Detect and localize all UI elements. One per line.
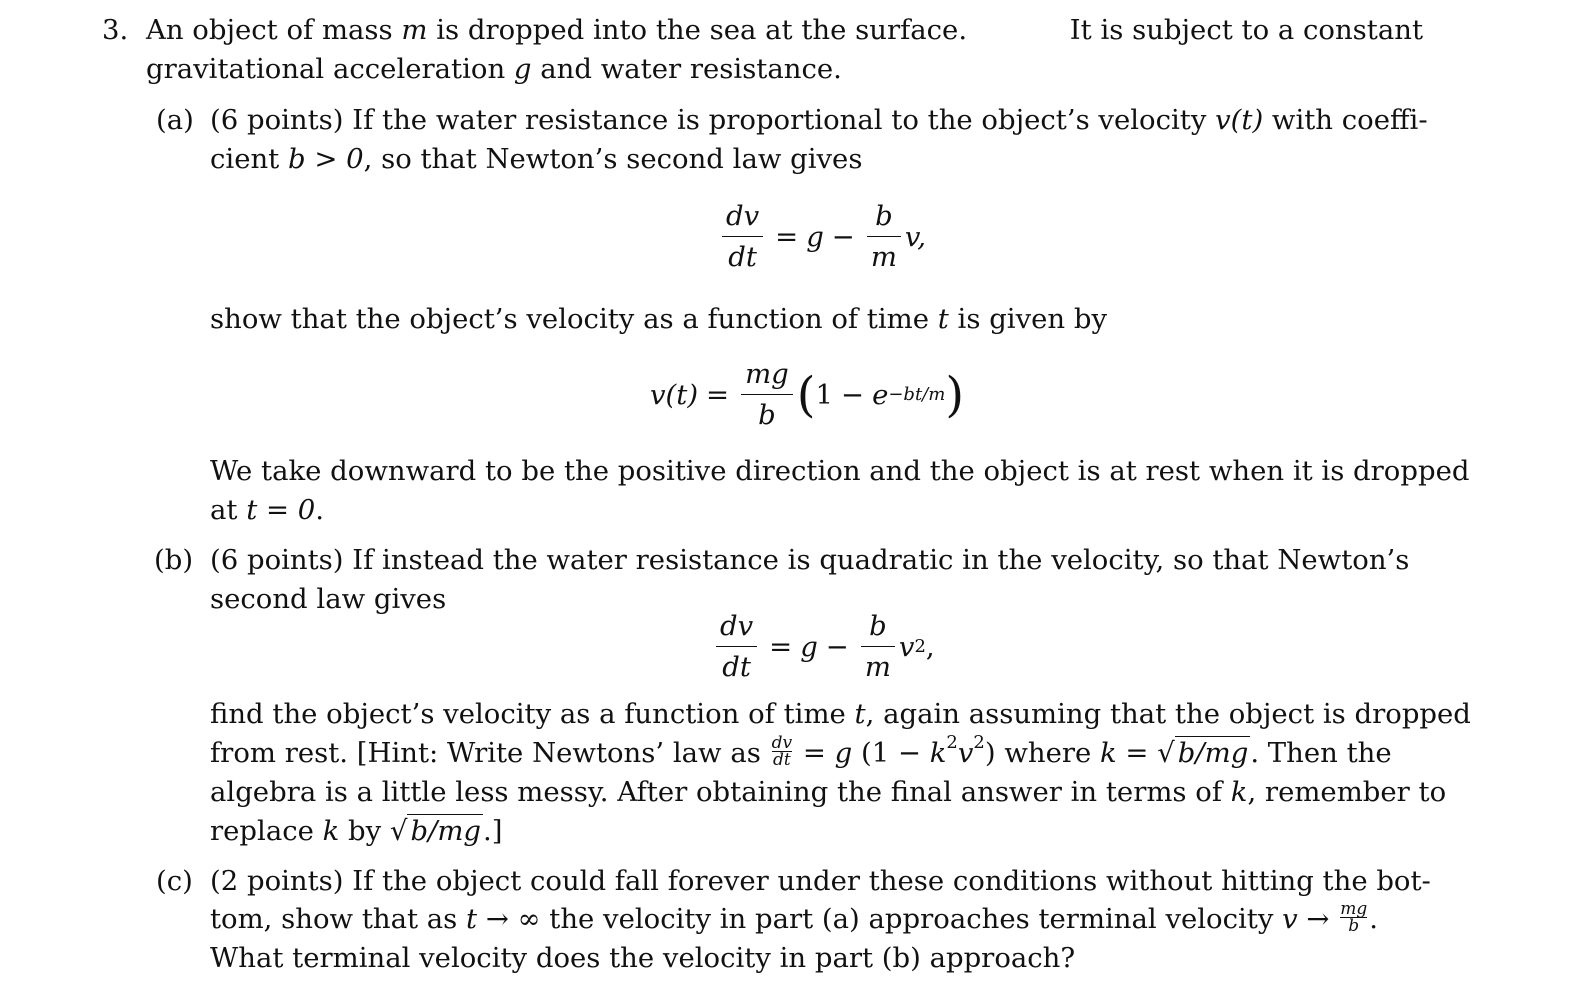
equation-velocity-solution: v(t) = $\frac{mg}{b}$ ( 1 − e −bt/m ) — [650, 358, 965, 431]
problem-intro-line-2: gravitational acceleration g and water resistance. — [146, 53, 842, 85]
equation-linear-drag: $\frac{dv}{dt}$ = g − $\frac{b}{m}$ v, — [718, 200, 926, 273]
part-a-line-3: show that the object’s velocity as a function of time t is given by — [210, 303, 1108, 335]
part-c-line-2: tom, show that as t → ∞ the velocity in part (a) approaches terminal velocity v → $\frac{mg}{b}$ . — [210, 899, 1378, 936]
fraction-dv-dt-inline: $\frac{dv}{dt}$ — [771, 733, 793, 770]
part-b-line-4: from rest. [Hint: Write Newtons’ law as $\frac{dv}{dt}$ = g $(1 - k^2v^2)$ where k = √ b/mg. Then the — [210, 732, 1392, 770]
fraction-b-m: $\frac{b}{m}$ — [867, 200, 901, 273]
sqrt-symbol: √ — [1157, 737, 1175, 769]
part-b-line-6: replace k by √ b/mg.] — [210, 815, 503, 847]
part-c-label: (c) — [156, 865, 193, 897]
part-a-line-1: (6 points) If the water resistance is proportional to the object’s velocity v(t) with coeffi- — [210, 104, 1428, 136]
fraction-b-m-b: $\frac{b}{m}$ — [861, 610, 895, 683]
problem-intro-line-1 — [146, 10, 1423, 50]
problem-number: 3. — [102, 14, 129, 46]
fraction-dv-dt-b: $\frac{dv}{dt}$ — [716, 610, 757, 683]
part-b-line-1: (6 points) If instead the water resistance is quadratic in the velocity, so that Newton’s — [210, 544, 1410, 576]
fraction-dv-dt: $\frac{dv}{dt}$ — [722, 200, 763, 273]
part-a-line-5: at t = 0. — [210, 494, 325, 526]
intro-text-1: An object of mass m is dropped into the sea at the surface. — [146, 14, 968, 46]
part-c-line-1: (2 points) If the object could fall forever under these conditions without hitting the bot- — [210, 865, 1431, 897]
part-b-line-3: find the object’s velocity as a function of time t, again assuming that the object is dropped — [210, 698, 1471, 730]
sqrt-symbol: √ — [389, 815, 408, 847]
intro-text-2: It is subject to a constant — [1069, 14, 1423, 46]
part-b-line-5: algebra is a little less messy. After obtaining the final answer in terms of k, remember to — [210, 776, 1447, 808]
part-b-line-2: second law gives — [210, 583, 447, 615]
part-a-line-2: cient b > 0, so that Newton’s second law gives — [210, 143, 863, 175]
part-c-line-3: What terminal velocity does the velocity in part (b) approach? — [210, 942, 1076, 974]
fraction-mg-b-inline: $\frac{mg}{b}$ — [1340, 899, 1368, 936]
part-b-label: (b) — [154, 544, 194, 576]
fraction-mg-b: $\frac{mg}{b}$ — [741, 358, 793, 431]
equation-quadratic-drag: $\frac{dv}{dt}$ = g − $\frac{b}{m}$ v 2 , — [712, 610, 935, 683]
part-a-line-4: We take downward to be the positive direction and the object is at rest when it is dropped — [210, 455, 1470, 487]
part-a-label: (a) — [156, 104, 194, 136]
